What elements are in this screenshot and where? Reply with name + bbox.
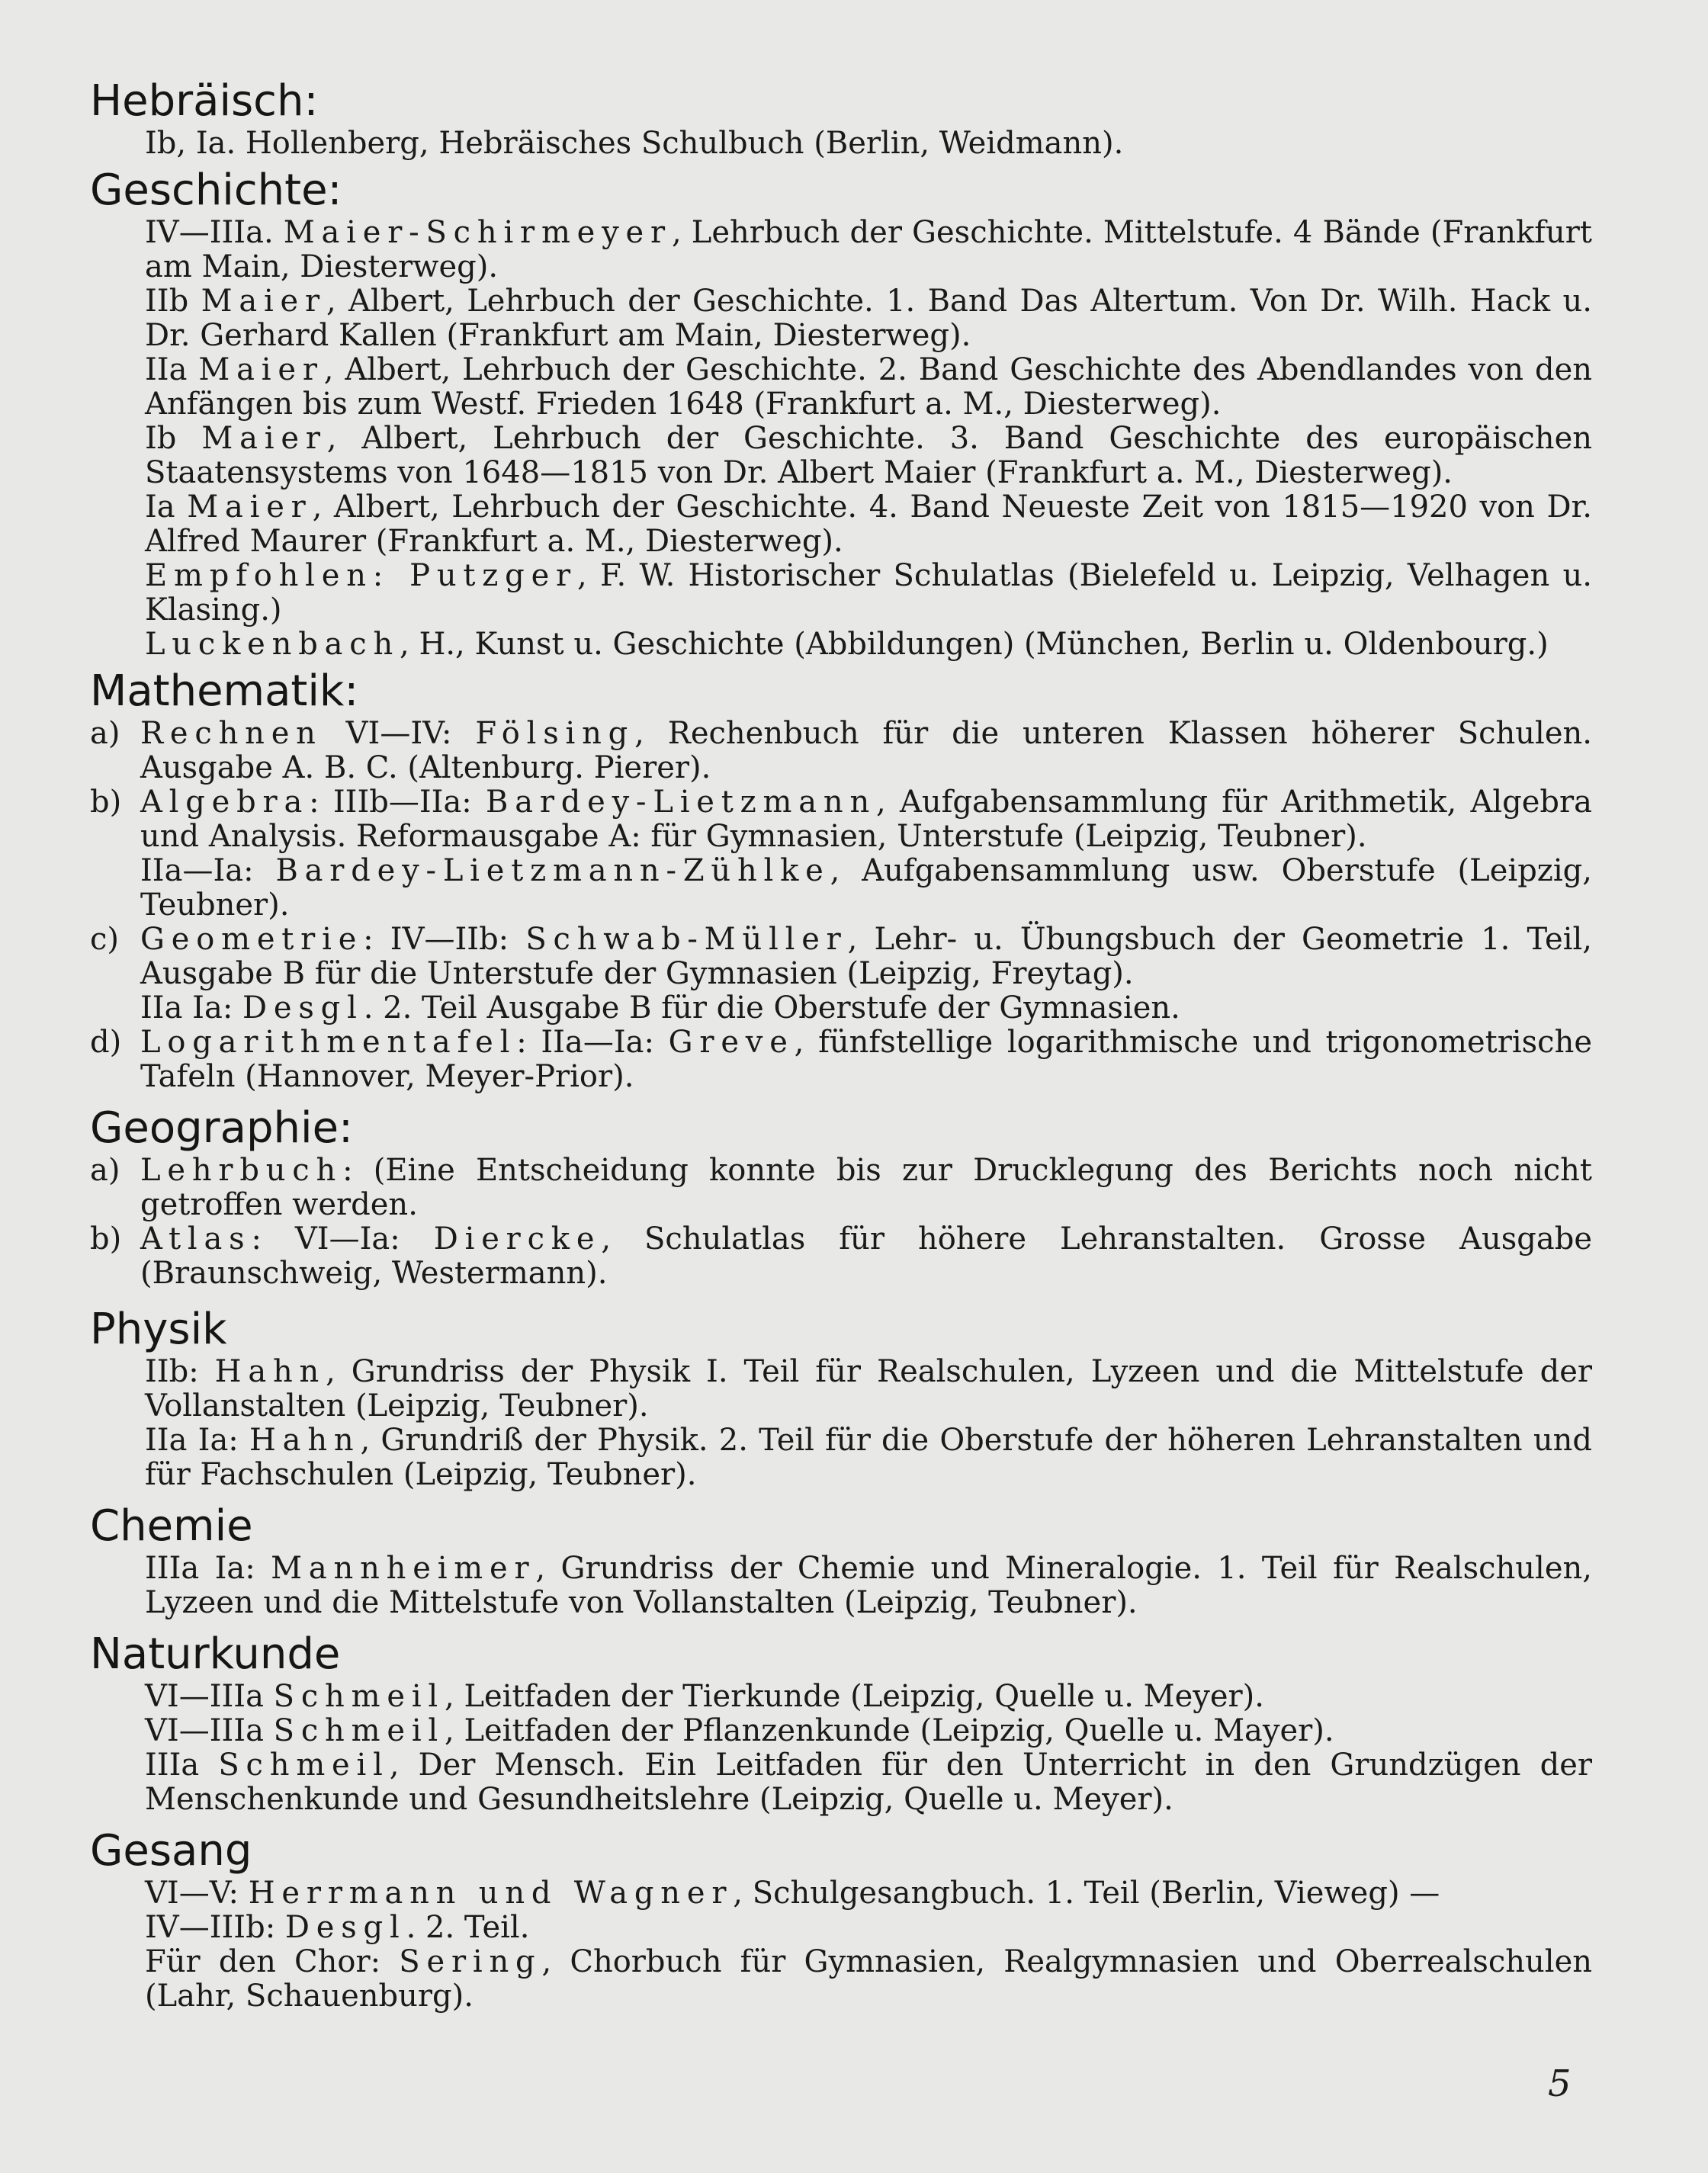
entry-text: , Rechenbuch für die unteren Klassen höherer Schulen. Ausgabe A. B. C. (Altenburg. Pierer).	[140, 716, 1592, 785]
entry	[90, 785, 1592, 854]
entry-text: , Der Mensch. Ein Leitfaden für den Unterricht in den Grundzügen der Menschenkunde und Gesundheitslehre (Leipzig, Quelle u. Meyer).	[145, 1748, 1593, 1817]
entry-author: Schmeil	[273, 1679, 445, 1714]
entry-text: , Schulgesangbuch. 1. Teil (Berlin, Vieweg) —	[733, 1876, 1440, 1911]
entry-text: , Lehr- u. Übungsbuch der Geometrie 1. Teil, Ausgabe B für die Unterstufe der Gymnasien (Leipzig, Freytag).	[140, 922, 1592, 991]
section-geschichte	[90, 165, 1592, 662]
entry-author: Greve	[668, 1025, 795, 1060]
entry-class-range: IV—IIIa.	[145, 215, 284, 250]
entry	[145, 1680, 1592, 1714]
entry-author: Maier-Schirmeyer	[283, 215, 672, 250]
entry-author: Bardey-Lietzmann	[486, 785, 877, 820]
entry-text: , Albert, Lehrbuch der Geschichte. 4. Band Neueste Zeit von 1815—1920 von Dr. Alfred Maurer (Frankfurt a. M., Diesterweg).	[145, 489, 1592, 559]
entry	[145, 559, 1592, 628]
entry	[145, 422, 1592, 490]
entry	[145, 628, 1592, 662]
section-geographie	[90, 1103, 1592, 1291]
entry	[145, 1552, 1592, 1620]
entry-class-range: IIIa	[145, 1748, 219, 1783]
section-heading: Chemie	[90, 1501, 253, 1551]
section-heading: Gesang	[90, 1826, 252, 1876]
entry-letter: a)	[90, 716, 120, 751]
entry-text: , Grundriß der Physik. 2. Teil für die Oberstufe der höheren Lehranstalten und für Fachschulen (Leipzig, Teubner).	[145, 1423, 1592, 1492]
entry-text: , Albert, Lehrbuch der Geschichte. 1. Band Das Altertum. Von Dr. Wilh. Hack u. Dr. Gerhard Kallen (Frankfurt am Main, Diesterweg).	[145, 284, 1593, 353]
entry-topic: Rechnen	[140, 716, 323, 751]
entry-class-range: : IIIb—IIa:	[309, 785, 486, 820]
entry-body	[140, 717, 1592, 785]
entry-class-range: VI—IIIa	[145, 1713, 274, 1748]
entry-text: , H., Kunst u. Geschichte (Abbildungen) (München, Berlin u. Oldenbourg.)	[400, 627, 1549, 662]
entry-topic: Algebra	[140, 785, 310, 820]
entry-body	[140, 1222, 1592, 1291]
entry-text: . 2. Teil.	[406, 1910, 530, 1945]
entry-class-range: VI—IV:	[322, 716, 476, 751]
section-heading: Geographie:	[90, 1103, 353, 1153]
entry-body	[140, 1154, 1592, 1222]
entry-class-range: : (Eine Entscheidung konnte bis zur Drucklegung des Berichts noch nicht getroffen werden.	[140, 1153, 1592, 1222]
entry	[145, 1876, 1592, 1911]
entry	[90, 854, 1592, 923]
entry-author: Schmeil	[273, 1713, 445, 1748]
entry-letter	[90, 854, 140, 923]
entry	[145, 1748, 1592, 1817]
entry-author: Schmeil	[218, 1748, 390, 1783]
entry	[145, 353, 1592, 422]
entry-topic: Lehrbuch	[140, 1153, 343, 1188]
entry-author: Herrmann und Wagner	[248, 1876, 734, 1911]
entry-class-range: : VI—Ia:	[251, 1221, 434, 1257]
entry-author: Diercke	[433, 1221, 602, 1257]
entry-text: , Albert, Lehrbuch der Geschichte. 2. Band Geschichte des Abendlandes von den Anfängen bis zum Westf. Frieden 1648 (Frankfurt a. M., Diesterweg).	[145, 352, 1592, 422]
entry	[145, 490, 1592, 559]
entry-body	[140, 785, 1592, 854]
entry-class-range: IIIa Ia:	[145, 1551, 271, 1586]
entry-class-range: IIa—Ia:	[140, 853, 276, 888]
entry-letter	[90, 991, 140, 1026]
entry-author: Bardey-Lietzmann-Zühlke	[275, 853, 830, 888]
section-mathematik	[90, 666, 1592, 1094]
entry-text: , Grundriss der Chemie und Mineralogie. 1. Teil für Realschulen, Lyzeen und die Mittelstufe von Vollanstalten (Leipzig, Teubner).	[145, 1551, 1592, 1620]
entry-class-range: IIb	[145, 284, 201, 319]
entry-author: Maier	[201, 421, 327, 456]
entry-text: , Albert, Lehrbuch der Geschichte. 3. Band Geschichte des europäischen Staatensystems von 1648—1815 von Dr. Albert Maier (Frankfurt a. M., Diesterweg).	[145, 421, 1593, 490]
entry-letter: b)	[90, 785, 122, 820]
entry	[90, 1222, 1592, 1291]
entry-author: Maier	[198, 352, 324, 387]
entry-topic: Logarithmentafel	[140, 1025, 517, 1060]
section-chemie	[90, 1501, 1592, 1620]
entry-author: Desgl	[284, 1910, 406, 1945]
entry-class-range: Ia	[145, 489, 188, 525]
entry-author: Hahn	[214, 1354, 326, 1389]
entry-text: , Chorbuch für Gymnasien, Realgymnasien und Oberrealschulen (Lahr, Schauenburg).	[145, 1944, 1592, 2014]
entry-class-range: : IIa—Ia:	[516, 1025, 669, 1060]
entry-body	[140, 991, 1592, 1026]
section-heading: Naturkunde	[90, 1629, 341, 1679]
entry-author: Desgl	[242, 990, 364, 1026]
entry-author: Schwab-Müller	[525, 922, 848, 957]
entry-text: , fünfstellige logarithmische und trigonometrische Tafeln (Hannover, Meyer-Prior).	[140, 1025, 1593, 1094]
entry-text: , Leitfaden der Tierkunde (Leipzig, Quelle u. Meyer).	[445, 1679, 1264, 1714]
entry-author: Fölsing	[475, 716, 635, 751]
section-gesang	[90, 1826, 1592, 2014]
section-heading: Hebräisch:	[90, 76, 319, 126]
entry-class-range: Ib	[145, 421, 202, 456]
section-naturkunde	[90, 1629, 1592, 1817]
entry-text: , Lehrbuch der Geschichte. Mittelstufe. 4 Bände (Frankfurt am Main, Diesterweg).	[145, 215, 1592, 284]
entry-body	[140, 1026, 1592, 1094]
entry	[145, 1714, 1592, 1748]
section-hebraeisch	[90, 76, 1592, 161]
entry	[145, 1945, 1592, 2014]
entry-text: , F. W. Historischer Schulatlas (Bielefeld u. Leipzig, Velhagen u. Klasing.)	[145, 558, 1592, 628]
entry-text: , Grundriss der Physik I. Teil für Realschulen, Lyzeen und die Mittelstufe der Vollanstalten (Leipzig, Teubner).	[145, 1354, 1592, 1424]
entry-class-range: Für den Chor:	[145, 1944, 400, 1979]
page-number: 5	[1548, 2062, 1572, 2105]
entry-body	[140, 923, 1592, 991]
entry	[90, 717, 1592, 785]
entry-text: , Schulatlas für höhere Lehranstalten. Grosse Ausgabe (Braunschweig, Westermann).	[140, 1221, 1592, 1291]
entry-text: , Aufgabensammlung usw. Oberstufe (Leipzig, Teubner).	[140, 853, 1592, 923]
section-heading: Mathematik:	[90, 666, 359, 716]
entry-text: , Aufgabensammlung für Arithmetik, Algebra und Analysis. Reformausgabe A: für Gymnasien, Unterstufe (Leipzig, Teubner).	[140, 785, 1593, 854]
entry-author: Sering	[399, 1944, 542, 1979]
entry-class-range: : IV—IIb:	[363, 922, 526, 957]
entry-author: Empfohlen: Putzger	[145, 558, 577, 593]
section-physik	[90, 1305, 1592, 1492]
entry-author: Luckenbach	[145, 627, 400, 662]
entry-class-range: VI—IIIa	[145, 1679, 274, 1714]
book-list	[90, 76, 1592, 2014]
entry-letter: a)	[90, 1153, 120, 1188]
entry-letter: d)	[90, 1025, 122, 1060]
section-heading: Physik	[90, 1305, 227, 1354]
entry-class-range: IIb:	[145, 1354, 215, 1389]
entry-class-range: IIa Ia:	[140, 990, 243, 1026]
entry: Ib, Ia. Hollenberg, Hebräisches Schulbuch (Berlin, Weidmann).	[145, 126, 1124, 161]
entry	[145, 1911, 1592, 1945]
entry-text: , Leitfaden der Pflanzenkunde (Leipzig, Quelle u. Mayer).	[445, 1713, 1334, 1748]
section-heading: Geschichte:	[90, 165, 342, 215]
entry-class-range: IV—IIIb:	[145, 1910, 285, 1945]
entry-body	[140, 854, 1592, 923]
entry	[90, 991, 1592, 1026]
entry-topic: Atlas	[140, 1221, 252, 1257]
entry-class-range: IIa Ia:	[145, 1423, 249, 1458]
entry-class-range: VI—V:	[145, 1876, 249, 1911]
entry-topic: Geometrie	[140, 922, 364, 957]
entry-author: Hahn	[249, 1423, 361, 1458]
entry-letter: c)	[90, 922, 120, 957]
entry	[90, 1026, 1592, 1094]
entry	[145, 216, 1592, 284]
entry	[145, 1424, 1592, 1492]
entry	[145, 1355, 1592, 1424]
entry-text: . 2. Teil Ausgabe B für die Oberstufe der Gymnasien.	[363, 990, 1180, 1026]
entry-author: Mannheimer	[271, 1551, 536, 1586]
entry	[145, 284, 1592, 353]
entry	[90, 923, 1592, 991]
entry	[90, 1154, 1592, 1222]
entry-class-range: IIa	[145, 352, 199, 387]
entry-letter: b)	[90, 1221, 122, 1257]
entry-author: Maier	[201, 284, 326, 319]
entry-author: Maier	[187, 489, 313, 525]
